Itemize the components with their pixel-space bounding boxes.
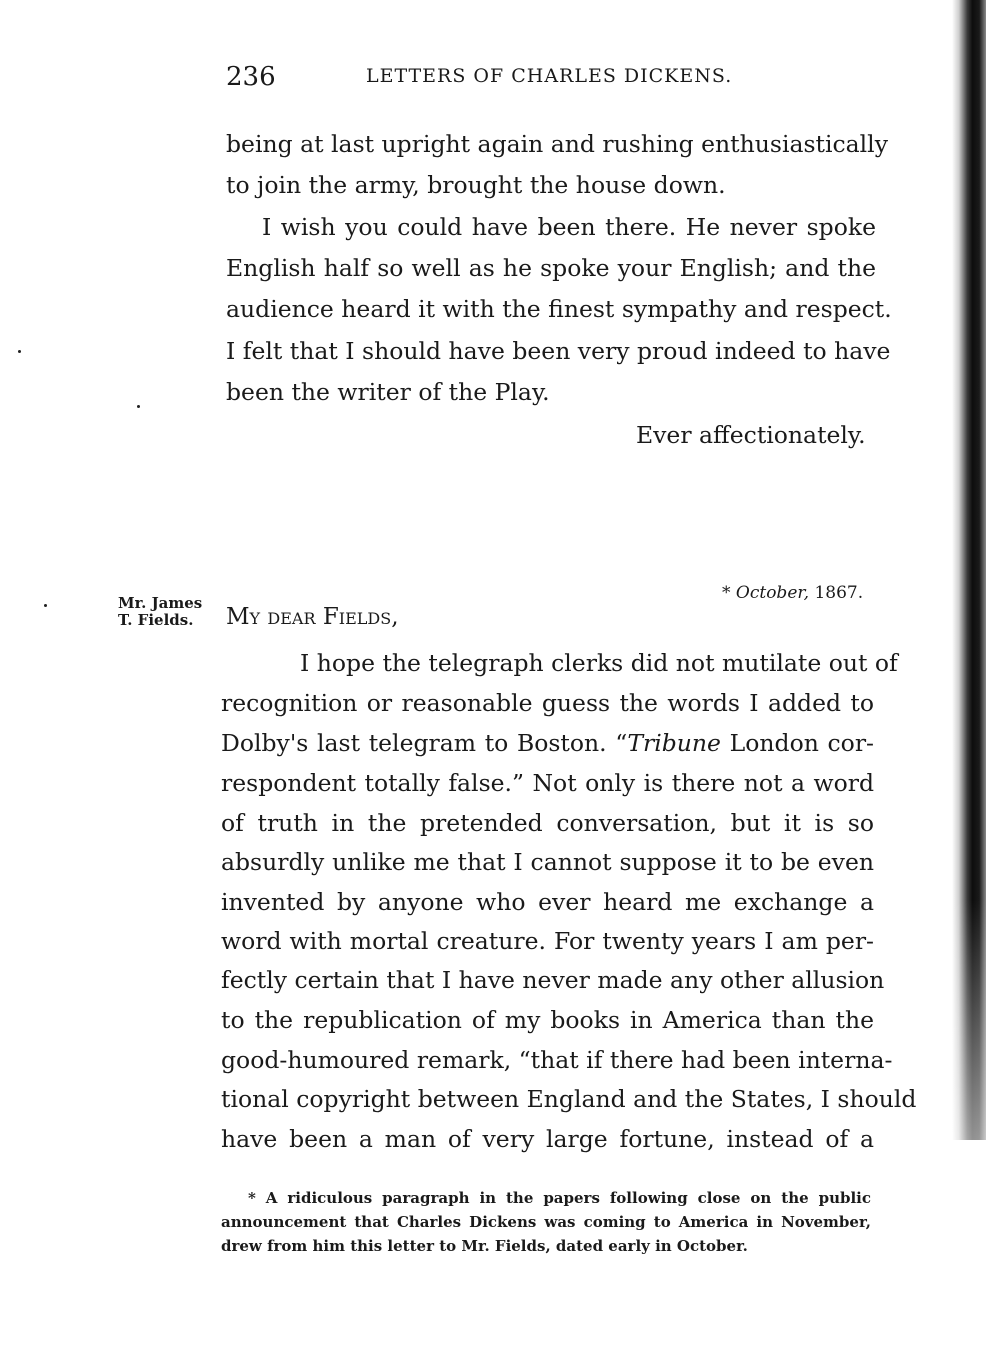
binding-edge-fade [952, 900, 986, 1140]
scan-speck [44, 604, 47, 607]
salutation: My dear Fields, [226, 604, 399, 630]
text-line: to the republication of my books in America than the [221, 1006, 874, 1034]
footnote-line: drew from him this letter to Mr. Fields, dated early in October. [221, 1237, 748, 1255]
text-line: Dolby's last telegram to Boston. “Tribune London cor- [221, 729, 874, 757]
margin-note-line: T. Fields. [118, 611, 194, 629]
date-month: October, [735, 583, 810, 603]
recipient-margin-note [118, 595, 210, 629]
text-line: to join the army, brought the house down. [226, 171, 726, 199]
text-line: English half so well as he spoke your English; and the [226, 254, 876, 282]
text-line: have been a man of very large fortune, instead of a [221, 1125, 874, 1153]
scan-speck [18, 350, 21, 353]
footnote-line: * A ridiculous paragraph in the papers following close on the public [248, 1189, 871, 1207]
running-head: LETTERS OF CHARLES DICKENS. [366, 65, 733, 87]
letter-date [722, 583, 863, 603]
page-header [226, 62, 786, 96]
text-line: respondent totally false.” Not only is there not a word [221, 769, 874, 797]
text-line: I hope the telegraph clerks did not mutilate out of [300, 649, 898, 677]
scan-speck [137, 405, 140, 408]
text-line: I wish you could have been there. He never spoke [262, 213, 876, 241]
footnote-marker: * [722, 583, 731, 603]
text-line: good-humoured remark, “that if there had been interna- [221, 1046, 893, 1074]
text-line: invented by anyone who ever heard me exchange a [221, 888, 874, 916]
text-line: fectly certain that I have never made any other allusion [221, 966, 885, 994]
text-line: been the writer of the Play. [226, 378, 550, 406]
text-line: of truth in the pretended conversation, but it is so [221, 809, 874, 837]
text-line: absurdly unlike me that I cannot suppose it to be even [221, 848, 874, 876]
footnote-line: announcement that Charles Dickens was coming to America in November, [221, 1213, 871, 1231]
text-line: I felt that I should have been very proud indeed to have [226, 337, 891, 365]
signoff: Ever affectionately. [636, 421, 866, 449]
text-line: audience heard it with the finest sympathy and respect. [226, 295, 892, 323]
margin-note-line: Mr. James [118, 594, 203, 612]
text-line: being at last upright again and rushing enthusiastically [226, 130, 888, 158]
text-line: tional copyright between England and the States, I should [221, 1085, 917, 1113]
text-line: recognition or reasonable guess the words I added to [221, 689, 874, 717]
date-year: 1867. [814, 583, 864, 603]
text-line: word with mortal creature. For twenty years I am per- [221, 927, 874, 955]
page-number: 236 [226, 62, 276, 92]
